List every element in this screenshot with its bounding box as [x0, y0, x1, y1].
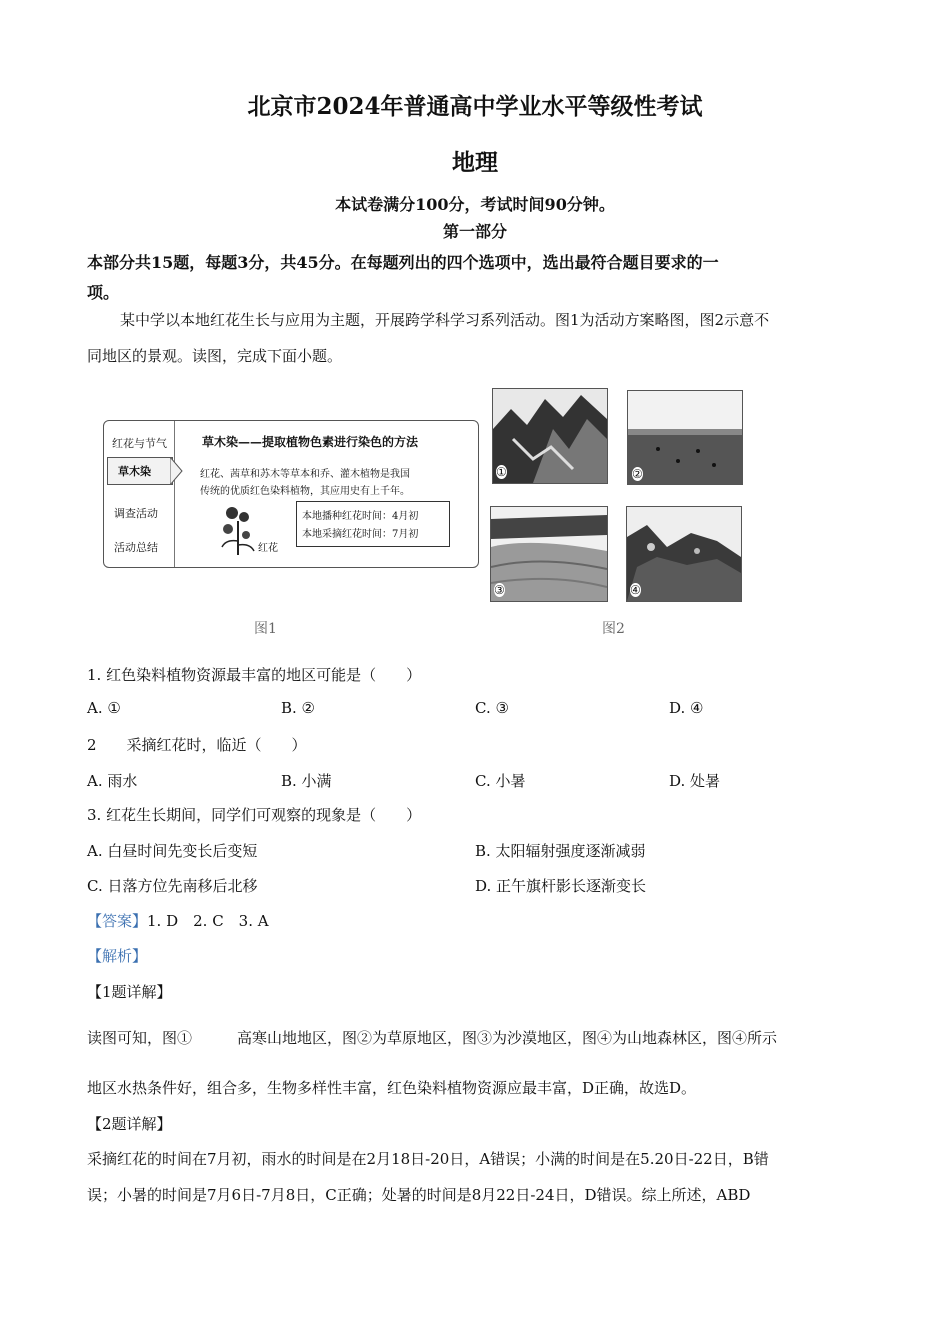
- q1-detail-line1: 读图可知，图① 高寒山地地区，图②为草原地区，图③为沙漠地区，图④为山地森林区，图④所示: [87, 1029, 778, 1047]
- question-2-stem: 2 采摘红花时，临近（ ）: [87, 736, 307, 754]
- figure1-heading: 草木染——提取植物色素进行染色的方法: [202, 435, 419, 449]
- q2-detail-title: 【2题详解】: [87, 1115, 172, 1133]
- figure1-sow-time: 本地播种红花时间：4月初: [302, 511, 419, 522]
- instructions-line2: 项。: [87, 283, 120, 302]
- question-1-stem: 1. 红色染料植物资源最丰富的地区可能是（ ）: [87, 666, 422, 684]
- safflower-icon: [216, 501, 260, 557]
- exam-info: 本试卷满分100分，考试时间90分钟。: [335, 195, 615, 214]
- figure1-diagram: [103, 420, 479, 568]
- figure1-tab-arrow: [170, 457, 184, 485]
- figure1-tab-4: 活动总结: [114, 541, 158, 554]
- q2-detail-line1: 采摘红花的时间在7月初，雨水的时间是在2月18日-20日，A错误；小满的时间是在5.20日-22日，B错: [87, 1150, 769, 1168]
- q3-option-a: A. 白昼时间先变长后变短: [87, 842, 258, 860]
- figure2-photo-1: [492, 388, 608, 484]
- q2-option-a: A. 雨水: [87, 772, 138, 790]
- figure2-label-1: ①: [496, 465, 507, 479]
- q2-option-d: D. 处暑: [669, 772, 721, 790]
- answer-label: 【答案】: [87, 912, 148, 930]
- q1-detail-title: 【1题详解】: [87, 983, 172, 1001]
- subject-title: 地理: [452, 149, 498, 176]
- q1-option-b: B. ②: [281, 699, 316, 717]
- figure2-photo-2: [627, 390, 743, 485]
- figure1-caption: 图1: [254, 621, 277, 637]
- analysis-label: 【解析】: [87, 947, 148, 965]
- exam-title: 北京市2024年普通高中学业水平等级性考试: [247, 93, 703, 120]
- figure2-label-4: ④: [630, 583, 641, 597]
- figure1-text-line2: 传统的优质红色染料植物，其应用史有上千年。: [200, 486, 410, 497]
- question-3-stem: 3. 红花生长期间，同学们可观察的现象是（ ）: [87, 806, 422, 824]
- instructions-line1: 本部分共15题，每题3分，共45分。在每题列出的四个选项中，选出最符合题目要求的一: [87, 253, 719, 272]
- q2-detail-line2: 误；小暑的时间是7月6日-7月8日，C正确；处暑的时间是8月22日-24日，D错误。综上所述，ABD: [87, 1186, 751, 1204]
- figure2-label-2: ②: [632, 467, 643, 481]
- q2-option-c: C. 小暑: [475, 772, 526, 790]
- figure1-plant-label: 红花: [258, 543, 278, 554]
- figure1-tab-1: 红花与节气: [112, 437, 167, 450]
- figure2-caption: 图2: [602, 621, 625, 637]
- figure2-label-3: ③: [494, 583, 505, 597]
- q1-option-c: C. ③: [475, 699, 509, 717]
- q2-option-b: B. 小满: [281, 772, 332, 790]
- figure2-photo-3: [490, 506, 608, 602]
- q3-option-c: C. 日落方位先南移后北移: [87, 877, 258, 895]
- figure1-pick-time: 本地采摘红花时间：7月初: [302, 529, 419, 540]
- q1-option-d: D. ④: [669, 699, 704, 717]
- part-title: 第一部分: [442, 222, 507, 241]
- figure1-tab-3: 调查活动: [114, 507, 158, 520]
- figure1-tab-2: 草木染: [118, 465, 151, 478]
- q3-option-d: D. 正午旗杆影长逐渐变长: [475, 877, 647, 895]
- figure1-text-line1: 红花、茜草和苏木等草本和乔、灌木植物是我国: [200, 469, 410, 480]
- answer-text: 1. D 2. C 3. A: [147, 912, 269, 930]
- answer-line: [87, 910, 269, 931]
- figure2-photo-4: [626, 506, 742, 602]
- intro-line2: 同地区的景观。读图，完成下面小题。: [87, 347, 343, 365]
- q1-detail-line2: 地区水热条件好，组合多，生物多样性丰富，红色染料植物资源应最丰富，D正确，故选D。: [87, 1079, 697, 1097]
- q3-option-b: B. 太阳辐射强度逐渐减弱: [475, 842, 646, 860]
- q1-option-a: A. ①: [87, 699, 121, 717]
- intro-line1: 某中学以本地红花生长与应用为主题，开展跨学科学习系列活动。图1为活动方案略图，图2示意不: [120, 311, 770, 329]
